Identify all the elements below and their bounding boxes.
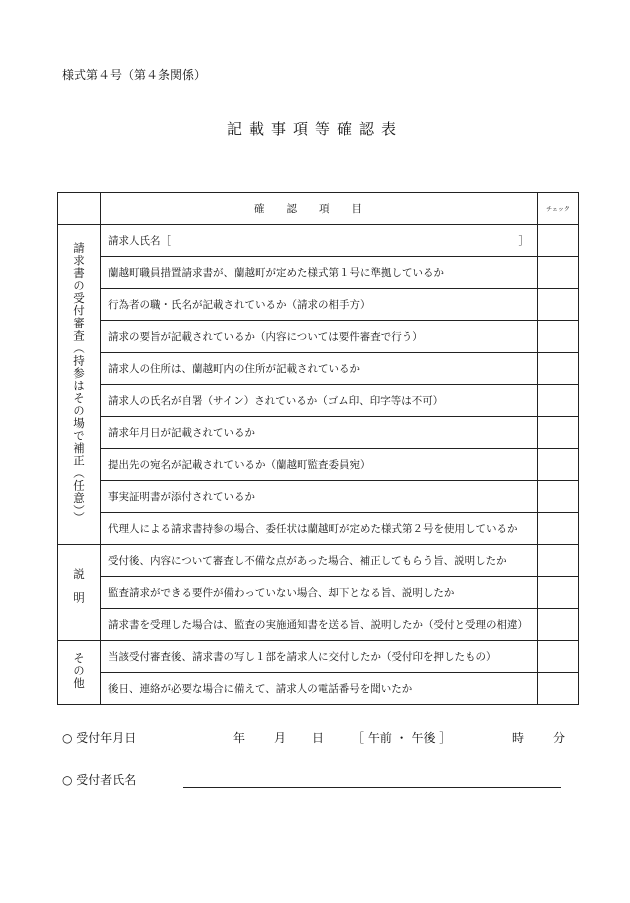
table-row [58,641,579,673]
check-box[interactable] [538,289,579,321]
check-box[interactable] [538,385,579,417]
check-box[interactable] [538,481,579,513]
check-box[interactable] [538,257,579,289]
reception-hour-unit: 時 [512,731,525,745]
check-item: 監査請求ができる要件が備わっていない場合、却下となる旨、説明したか [101,577,538,609]
check-item: 請求人の氏名が自署（サイン）されているか（ゴム印、印字等は不可） [101,385,538,417]
reception-month-unit: 月 [274,731,287,745]
check-item: 請求の要旨が記載されているか（内容については要件審査で行う） [101,321,538,353]
reception-date-line [62,729,572,747]
table-row [58,257,579,289]
reception-date-label: ○ 受付年月日 [62,731,137,745]
header-items: 確認項目 [101,193,538,225]
table-row [58,289,579,321]
check-item: 蘭越町職員措置請求書が、蘭越町が定めた様式第１号に準拠しているか [101,257,538,289]
table-row [58,321,579,353]
checklist-table [57,192,579,705]
check-item: 代理人による請求書持参の場合、委任状は蘭越町が定めた様式第２号を使用しているか [101,513,538,545]
receiver-name-field[interactable] [183,787,561,788]
group-label-text: その他 [72,652,86,690]
check-box[interactable] [538,609,579,641]
table-row [58,481,579,513]
name-close-bracket: ］ [518,235,529,247]
check-box[interactable] [538,641,579,673]
reception-year-unit: 年 [233,731,246,745]
reception-day-unit: 日 [312,731,325,745]
table-row [58,385,579,417]
check-box[interactable] [538,321,579,353]
table-row [58,449,579,481]
receiver-label: ○ 受付者氏名 [62,773,137,787]
check-box[interactable] [538,353,579,385]
check-item: 請求書を受理した場合は、監査の実施通知書を送る旨、説明したか（受付と受理の相違） [101,609,538,641]
check-box[interactable] [538,577,579,609]
check-item-label: 請求人氏名［ [108,235,171,247]
check-item: 行為者の職・氏名が記載されているか（請求の相手方） [101,289,538,321]
check-box[interactable] [538,513,579,545]
check-item: 提出先の宛名が記載されているか（蘭越町監査委員宛） [101,449,538,481]
table-row [58,225,579,257]
check-item: 後日、連絡が必要な場合に備えて、請求人の電話番号を聞いたか [101,673,538,705]
header-check: チェック [538,193,579,225]
table-row [58,577,579,609]
check-box[interactable] [538,673,579,705]
reception-ampm-selector[interactable]: ［ 午前 ・ 午後 ］ [352,731,452,745]
check-box[interactable] [538,545,579,577]
check-box[interactable] [538,417,579,449]
table-row [58,353,579,385]
check-item: 請求年月日が記載されているか [101,417,538,449]
table-header-row [58,193,579,225]
group-label-other [58,641,101,705]
form-number: 様式第４号（第４条関係） [62,68,207,82]
group-label-text: 請求書の受付審査（持参はその場で補正（任意）） [72,242,86,524]
check-item [101,225,538,257]
receiver-line [62,771,572,791]
table-row [58,673,579,705]
check-item: 当該受付審査後、請求書の写し１部を請求人に交付したか（受付印を押したもの） [101,641,538,673]
group-label-text: 説明 [72,567,86,615]
reception-minute-unit: 分 [553,731,566,745]
header-blank [58,193,101,225]
check-item: 受付後、内容について審査し不備な点があった場合、補正してもらう旨、説明したか [101,545,538,577]
table-row [58,417,579,449]
table-row [58,513,579,545]
table-row [58,545,579,577]
group-label-explanation [58,545,101,641]
check-box[interactable] [538,225,579,257]
check-item: 事実証明書が添付されているか [101,481,538,513]
page-title: 記載事項等確認表 [226,120,403,138]
check-item: 請求人の住所は、蘭越町内の住所が記載されているか [101,353,538,385]
check-box[interactable] [538,449,579,481]
table-row [58,609,579,641]
group-label-reception-review [58,225,101,545]
